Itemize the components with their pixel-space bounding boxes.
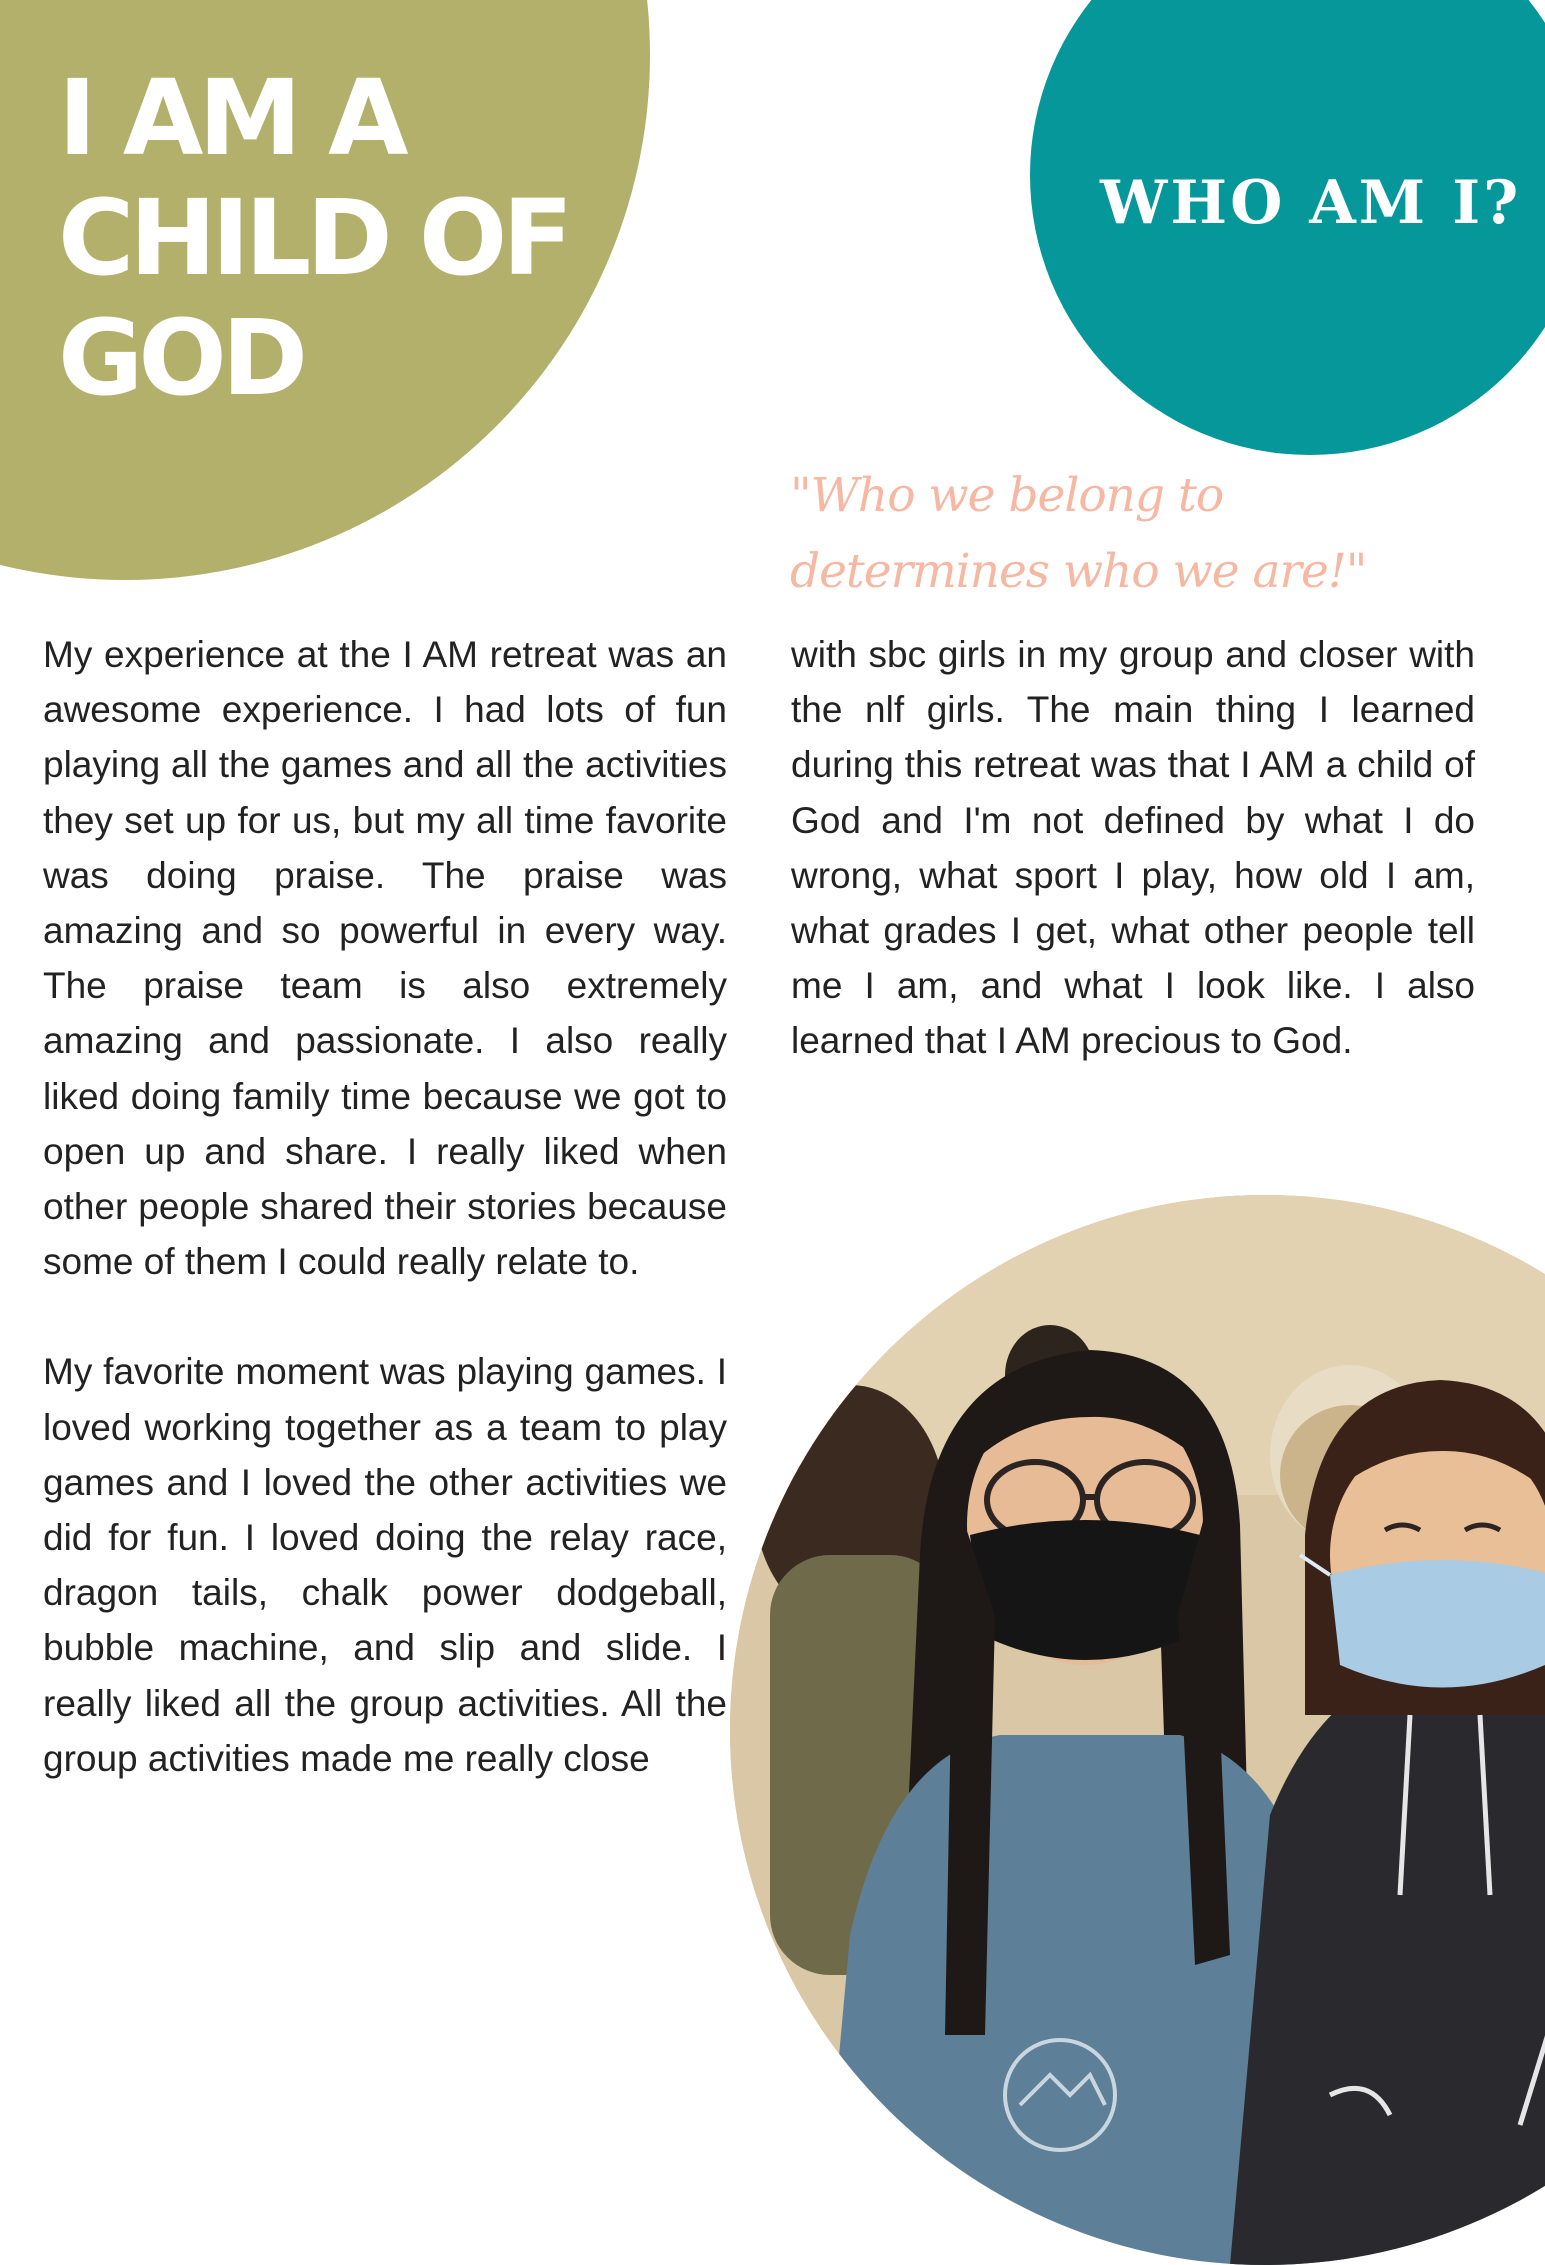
retreat-photo [730,1195,1545,2265]
title-line-1: I AM A [58,57,404,179]
title-line-3: GOD [58,297,304,419]
article-right-column [791,627,1475,1069]
quote-line-1: "Who we belong to [790,468,1224,523]
right-paragraph-1: with sbc girls in my group and closer with the nlf girls. The main thing I learned during this retreat was that I AM a child of God and I'm not defined by what I do wrong, what sport I play, how old I am, what grades I get, what other people tell me I am, and what I look like. I also learned that I AM precious to God. [791,634,1475,1062]
quote-line-2: determines who we are!" [790,544,1367,599]
title-line-2: CHILD OF [58,177,569,299]
pull-quote [790,458,1490,610]
section-heading: WHO AM I? [1100,168,1522,238]
page-title [58,58,568,418]
article-left-column [43,627,727,1786]
left-paragraph-2: My favorite moment was playing games. I loved working together as a team to play games and I loved the other activities we did for fun. I loved doing the relay race, dragon tails, chalk power dodgeball, bubble machine, and slip and slide. I really liked all the group activities. All the group activities made me really close [43,1351,727,1779]
photo-illustration [730,1195,1545,2265]
left-paragraph-1: My experience at the I AM retreat was an awesome experience. I had lots of fun playing all the games and all the activities they set up for us, but my all time favorite was doing praise. The praise was amazing and so powerful in every way. The praise team is also extremely amazing and passionate. I also really liked doing family time because we got to open up and share. I really liked when other people shared their stories because some of them I could really relate to. [43,634,727,1283]
